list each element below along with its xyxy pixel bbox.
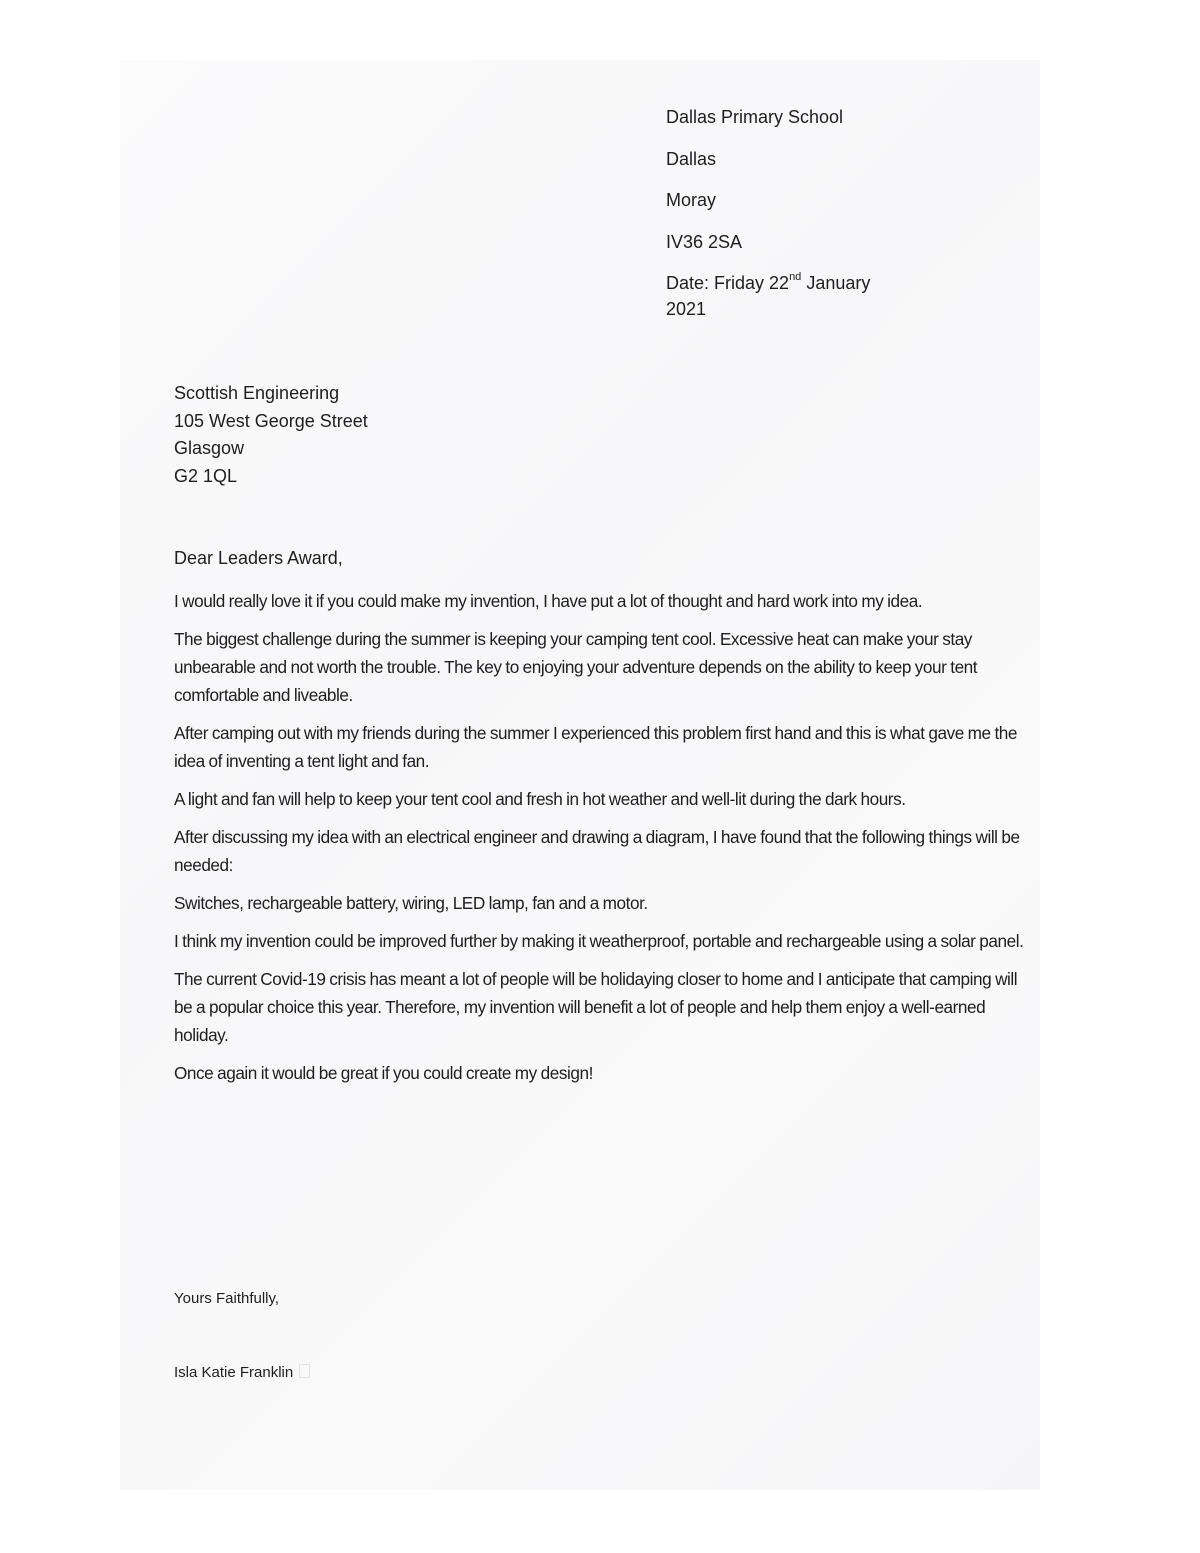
sender-county: Moray	[666, 190, 717, 210]
paragraph: After discussing my idea with an electrical engineer and drawing a diagram, I have found that the following things will be needed:	[174, 827, 1020, 875]
signature	[174, 1362, 310, 1384]
paragraph: A light and fan will help to keep your tent cool and fresh in hot weather and well-lit during the dark hours.	[174, 789, 906, 809]
date-prefix: Date: Friday 22	[666, 273, 790, 293]
paragraph: I think my invention could be improved further by making it weatherproof, portable and rechargeable using a solar panel.	[174, 931, 1024, 951]
paragraph: After camping out with my friends during the summer I experienced this problem first hand and this is what gave me the idea of inventing a tent light and fan.	[174, 723, 1017, 771]
date-month: January	[801, 273, 871, 293]
sender-town: Dallas	[666, 148, 717, 169]
salutation: Dear Leaders Award,	[174, 548, 343, 568]
placeholder-box-icon	[299, 1364, 310, 1378]
recipient-city: Glasgow	[174, 438, 245, 458]
sender-postcode: IV36 2SA	[666, 231, 743, 252]
letter-body	[174, 587, 1034, 1097]
paragraph: I would really love it if you could make my invention, I have put a lot of thought and hard work into my idea.	[174, 591, 923, 611]
recipient-street: 105 West George Street	[174, 410, 368, 431]
date-year: 2021	[666, 299, 707, 319]
recipient-postcode: G2 1QL	[174, 465, 238, 486]
recipient-address	[174, 380, 368, 490]
paragraph: The current Covid-19 crisis has meant a lot of people will be holidaying closer to home and I anticipate that camping will be a popular choice this year. Therefore, my invention will benefit a lot of people and help them enjoy a well-earned holiday.	[174, 969, 1018, 1045]
paragraph: The biggest challenge during the summer is keeping your camping tent cool. Excessive heat can make your stay unbearable and not worth the trouble. The key to enjoying your adventure depends on the ability to keep your tent comfortable and liveable.	[174, 629, 978, 705]
date-ordinal: nd	[789, 271, 802, 283]
closing: Yours Faithfully,	[174, 1290, 280, 1307]
recipient-name: Scottish Engineering	[174, 383, 340, 403]
paragraph: Once again it would be great if you could create my design!	[174, 1063, 593, 1083]
paragraph: Switches, rechargeable battery, wiring, LED lamp, fan and a motor.	[174, 893, 648, 913]
sender-address	[666, 104, 870, 322]
signature-name: Isla Katie Franklin	[174, 1364, 294, 1381]
letter-date	[666, 270, 870, 296]
sender-school: Dallas Primary School	[666, 107, 844, 127]
